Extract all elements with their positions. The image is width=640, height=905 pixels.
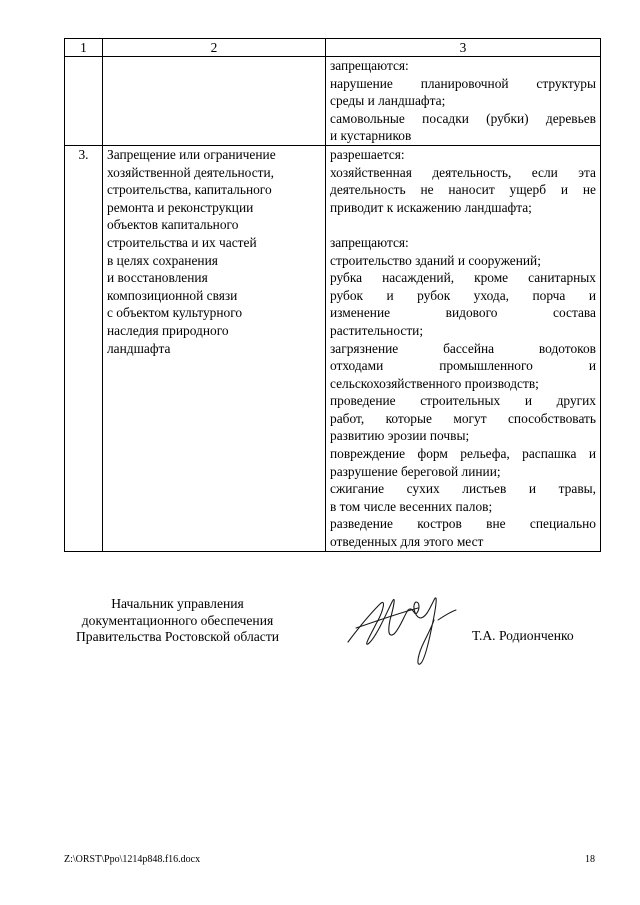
text-line: загрязнение бассейна водотоков xyxy=(330,340,596,356)
text-line: развитию эрозии почвы; xyxy=(330,428,470,444)
text-line: разведение костров вне специально xyxy=(330,516,596,532)
text-line: самовольные посадки (рубки) деревьев xyxy=(330,110,596,126)
text-line: рубок и рубок ухода, порча и xyxy=(330,287,596,303)
text-line: строительство зданий и сооружений; xyxy=(330,252,541,268)
text-line: проведение строительных и других xyxy=(330,393,596,409)
text-line: сельскохозяйственного производств; xyxy=(330,375,539,391)
text-line: объектов капитального xyxy=(107,217,239,233)
text-line: растительности; xyxy=(330,322,424,338)
file-path: Z:\ORST\Ppo\1214p848.f16.docx xyxy=(64,854,201,865)
row-number: 3. xyxy=(65,145,103,551)
text-line: отходами промышленного и xyxy=(330,358,596,374)
header-col-3: 3 xyxy=(326,39,601,57)
cell-regime xyxy=(326,145,601,551)
cell-empty-desc xyxy=(103,57,326,146)
text-line: разрушение береговой линии; xyxy=(330,463,501,479)
text-line: повреждение форм рельефа, распашка и xyxy=(330,446,596,462)
text-line: хозяйственной деятельности, xyxy=(107,164,275,180)
text-line: рубка насаждений, кроме санитарных xyxy=(330,270,596,286)
text-line: и кустарников xyxy=(330,128,412,144)
cell-requirement xyxy=(103,145,326,551)
text-line: Запрещение или ограничение xyxy=(107,146,276,162)
text-line: в целях сохранения xyxy=(107,252,218,268)
text-line: строительства, капитального xyxy=(107,182,272,198)
signatory-title-line: Правительства Ростовской области xyxy=(75,629,280,645)
text-line: запрещаются: xyxy=(330,58,409,73)
signer-name: Т.А. Родионченко xyxy=(472,628,574,643)
page-number: 18 xyxy=(585,854,595,865)
table-header-row xyxy=(65,39,601,57)
cell-continued-regime xyxy=(326,57,601,146)
cell-empty-num xyxy=(65,57,103,146)
text-line: наследия природного xyxy=(107,322,229,338)
text-line: хозяйственная деятельность, если эта xyxy=(330,164,596,180)
signatory-title xyxy=(70,596,285,646)
table-row-continued xyxy=(65,57,601,146)
text-line: приводит к искажению ландшафта; xyxy=(330,199,532,215)
paragraph-gap xyxy=(330,216,596,234)
text-line: ландшафта xyxy=(107,340,171,356)
signatory-title-line: документационного обеспечения xyxy=(81,612,274,628)
signatory-title-line: Начальник управления xyxy=(111,596,244,611)
text-line: сжигание сухих листьев и травы, xyxy=(330,481,596,497)
document-table xyxy=(64,38,601,552)
text-line: среды и ландшафта; xyxy=(330,93,446,109)
text-line: деятельность не наносит ущерб и не xyxy=(330,182,596,198)
text-line: нарушение планировочной структуры xyxy=(330,75,596,91)
handwritten-signature xyxy=(334,580,464,670)
header-col-2: 2 xyxy=(103,39,326,57)
text-line: с объектом культурного xyxy=(107,305,243,321)
text-line: в том числе весенних палов; xyxy=(330,498,493,514)
text-line: строительства и их частей xyxy=(107,234,257,250)
text-line: запрещаются: xyxy=(330,234,409,250)
text-line: разрешается: xyxy=(330,146,405,162)
text-line: композиционной связи xyxy=(107,287,238,303)
text-line: работ, которые могут способствовать xyxy=(330,410,596,426)
table-row-3 xyxy=(65,145,601,551)
text-line: изменение видового состава xyxy=(330,305,596,321)
text-line: отведенных для этого мест xyxy=(330,534,484,550)
header-col-1: 1 xyxy=(65,39,103,57)
text-line: ремонта и реконструкции xyxy=(107,199,254,215)
text-line: и восстановления xyxy=(107,270,208,286)
